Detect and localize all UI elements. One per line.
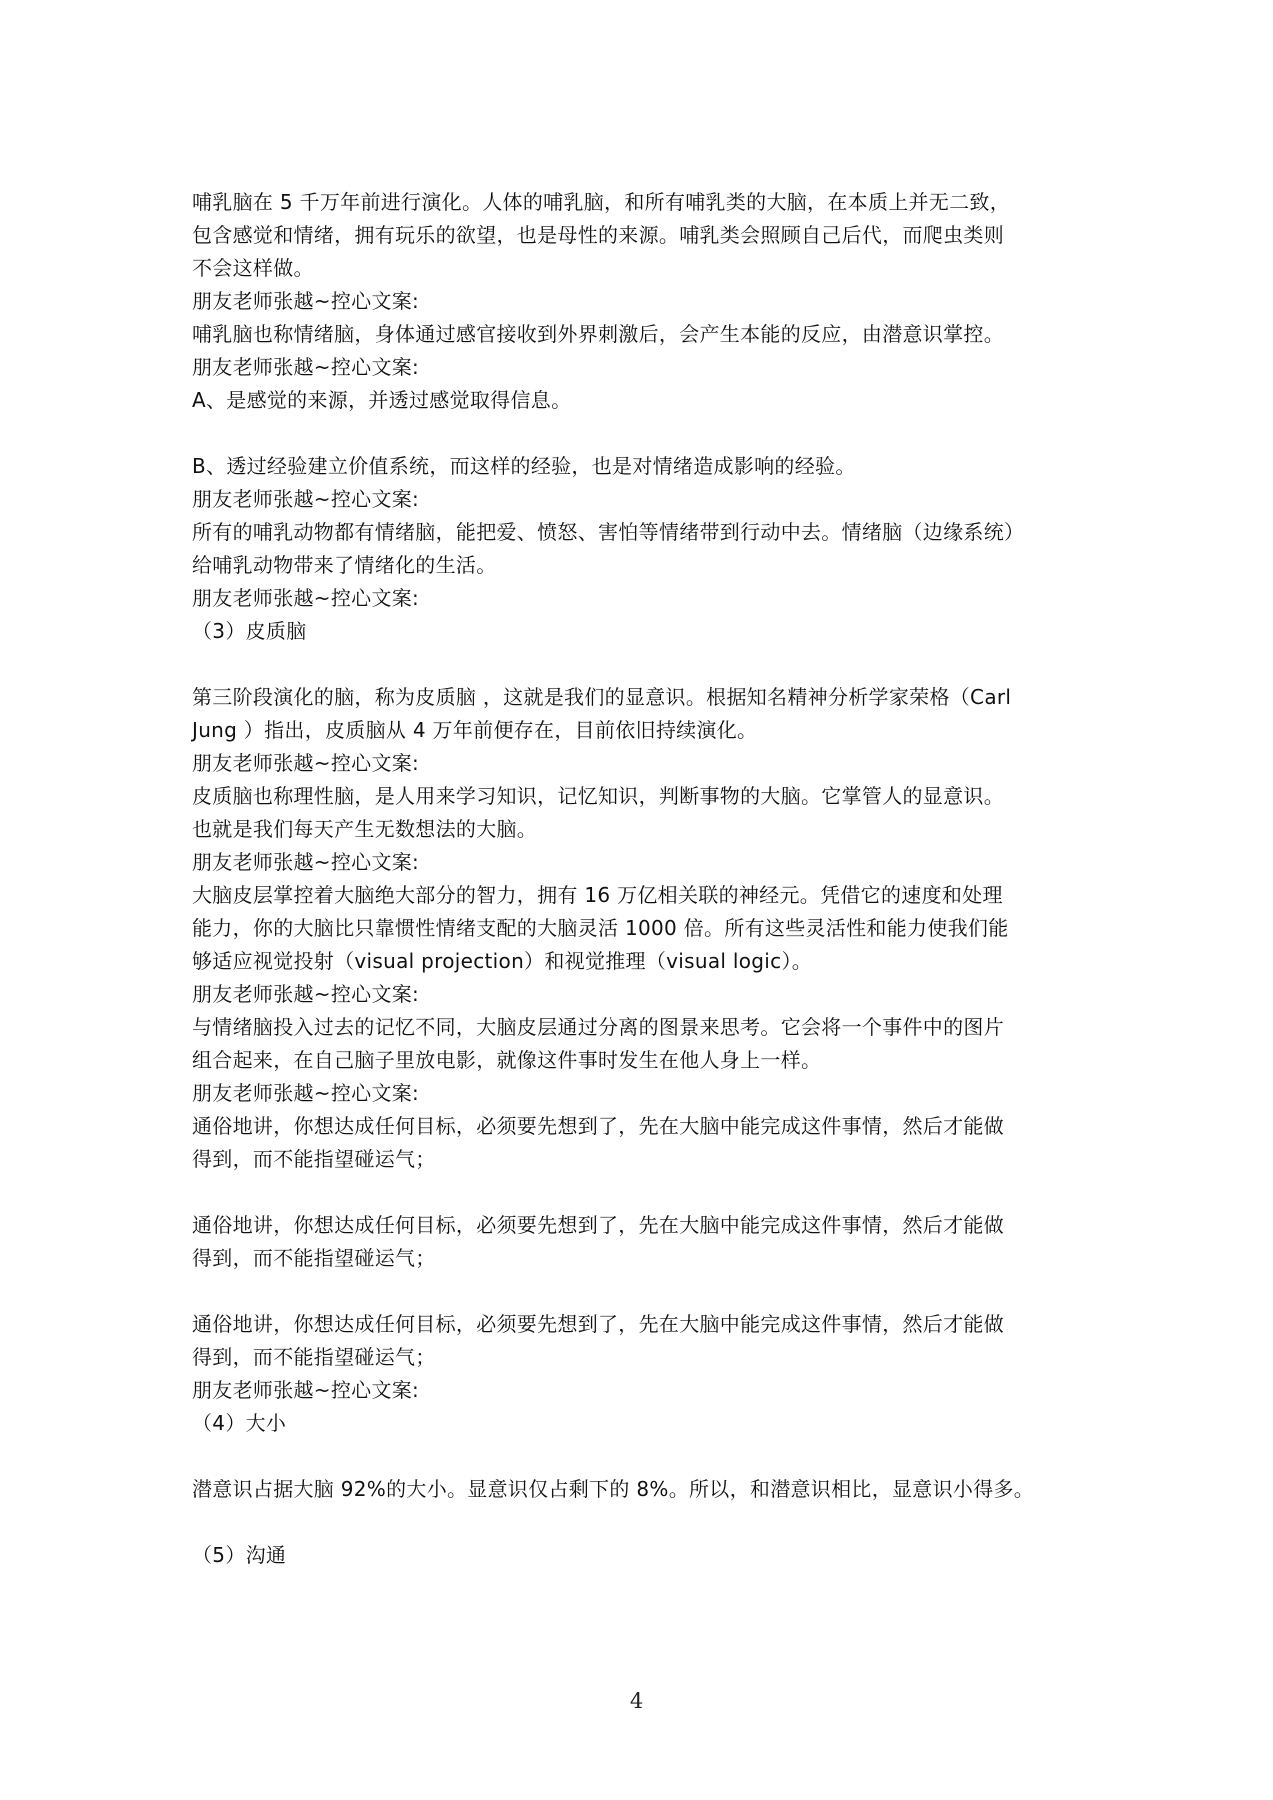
text-line: Jung ）指出，皮质脑从 4 万年前便存在，目前依旧持续演化。 bbox=[192, 718, 758, 742]
author-label: 朋友老师张越~控心文案: bbox=[192, 1378, 420, 1402]
text-line: 给哺乳动物带来了情绪化的生活。 bbox=[192, 553, 497, 577]
text-line: B、透过经验建立价值系统，而这样的经验，也是对情绪造成影响的经验。 bbox=[192, 454, 856, 478]
author-label: 朋友老师张越~控心文案: bbox=[192, 586, 420, 610]
document-body bbox=[192, 186, 1082, 1572]
text-line: 大脑皮层掌控着大脑绝大部分的智力，拥有 16 万亿相关联的神经元。凭借它的速度和处理 bbox=[192, 883, 1003, 907]
page-number: 4 bbox=[629, 1689, 644, 1713]
text-line: 通俗地讲，你想达成任何目标，必须要先想到了，先在大脑中能完成这件事情，然后才能做 bbox=[192, 1114, 1004, 1138]
text-line: 哺乳脑在 5 千万年前进行演化。人体的哺乳脑，和所有哺乳类的大脑，在本质上并无二致， bbox=[192, 190, 1011, 214]
author-label: 朋友老师张越~控心文案: bbox=[192, 751, 420, 775]
text-line: 能力，你的大脑比只靠惯性情绪支配的大脑灵活 1000 倍。所有这些灵活性和能力使我们能 bbox=[192, 916, 1009, 940]
text-line: 与情绪脑投入过去的记忆不同，大脑皮层通过分离的图景来思考。它会将一个事件中的图片 bbox=[192, 1015, 1004, 1039]
text-line: 得到，而不能指望碰运气； bbox=[192, 1246, 436, 1270]
text-line: 也就是我们每天产生无数想法的大脑。 bbox=[192, 817, 538, 841]
blank-line bbox=[192, 1506, 1082, 1539]
text-line: 哺乳脑也称情绪脑，身体通过感官接收到外界刺激后，会产生本能的反应，由潜意识掌控。 bbox=[192, 322, 1004, 346]
text-line: 潜意识占据大脑 92%的大小。显意识仅占剩下的 8%。所以，和潜意识相比，显意识小得多。 bbox=[192, 1477, 1035, 1501]
text-line: 够适应视觉投射（visual projection）和视觉推理（visual logic）。 bbox=[192, 949, 813, 973]
author-label: 朋友老师张越~控心文案: bbox=[192, 982, 420, 1006]
blank-line bbox=[192, 1176, 1082, 1209]
blank-line bbox=[192, 417, 1082, 450]
section-heading: （5）沟通 bbox=[192, 1543, 287, 1567]
blank-line bbox=[192, 1275, 1082, 1308]
section-heading: （3）皮质脑 bbox=[192, 619, 307, 643]
text-line: 得到，而不能指望碰运气； bbox=[192, 1345, 436, 1369]
blank-line bbox=[192, 1440, 1082, 1473]
text-line: 组合起来，在自己脑子里放电影，就像这件事时发生在他人身上一样。 bbox=[192, 1048, 822, 1072]
text-line: A、是感觉的来源，并透过感觉取得信息。 bbox=[192, 388, 572, 412]
author-label: 朋友老师张越~控心文案: bbox=[192, 1081, 420, 1105]
text-line: 所有的哺乳动物都有情绪脑，能把爱、愤怒、害怕等情绪带到行动中去。情绪脑（边缘系统） bbox=[192, 520, 1025, 544]
text-line: 得到，而不能指望碰运气； bbox=[192, 1147, 436, 1171]
author-label: 朋友老师张越~控心文案: bbox=[192, 355, 420, 379]
text-line: 包含感觉和情绪，拥有玩乐的欲望，也是母性的来源。哺乳类会照顾自己后代，而爬虫类则 bbox=[192, 223, 1004, 247]
author-label: 朋友老师张越~控心文案: bbox=[192, 289, 420, 313]
author-label: 朋友老师张越~控心文案: bbox=[192, 487, 420, 511]
text-line: 通俗地讲，你想达成任何目标，必须要先想到了，先在大脑中能完成这件事情，然后才能做 bbox=[192, 1213, 1004, 1237]
text-line: 通俗地讲，你想达成任何目标，必须要先想到了，先在大脑中能完成这件事情，然后才能做 bbox=[192, 1312, 1004, 1336]
blank-line bbox=[192, 648, 1082, 681]
section-heading: （4）大小 bbox=[192, 1411, 287, 1435]
text-line: 不会这样做。 bbox=[192, 256, 314, 280]
text-line: 皮质脑也称理性脑，是人用来学习知识，记忆知识，判断事物的大脑。它掌管人的显意识。 bbox=[192, 784, 1004, 808]
text-line: 第三阶段演化的脑，称为皮质脑 ，这就是我们的显意识。根据知名精神分析学家荣格（Carl bbox=[192, 685, 1012, 709]
author-label: 朋友老师张越~控心文案: bbox=[192, 850, 420, 874]
